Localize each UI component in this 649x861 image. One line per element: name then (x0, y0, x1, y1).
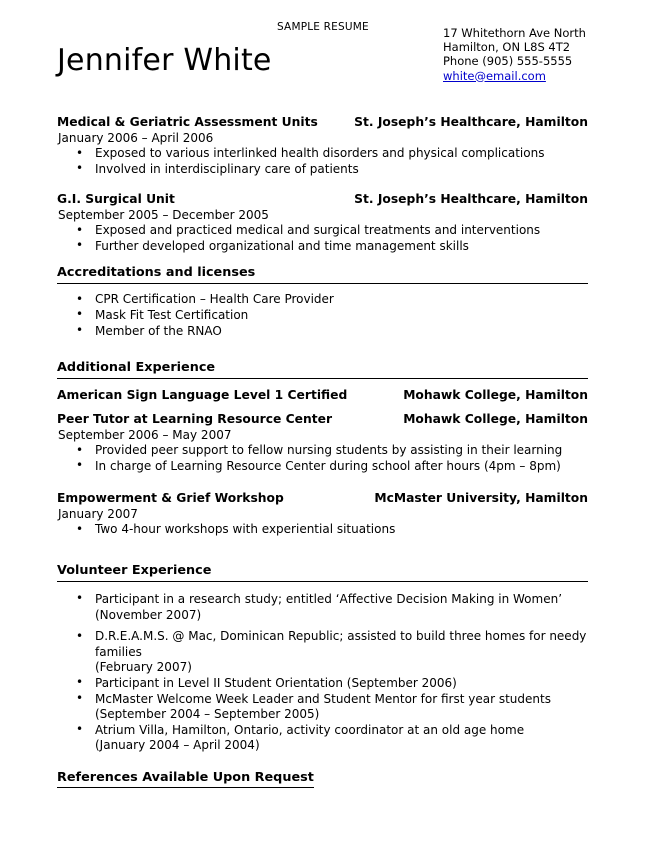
accreditations-list (57, 292, 588, 339)
volunteer-list (57, 592, 588, 754)
list-item-line1: Atrium Villa, Hamilton, Ontario, activity coordinator at an old age home (95, 722, 525, 737)
entry-organization: St. Joseph’s Healthcare, Hamilton (354, 115, 588, 129)
section-heading (57, 562, 588, 582)
entry-organization: Mohawk College, Hamilton (403, 388, 588, 403)
entry-bullet-list (57, 146, 588, 177)
entry-title: Peer Tutor at Learning Resource Center (57, 412, 333, 427)
additional-entry (57, 490, 588, 538)
contact-address: 17 Whitethorn Ave North (443, 26, 586, 40)
entry-dates: September 2005 – December 2005 (58, 208, 269, 223)
section-heading-label: Accreditations and licenses (57, 264, 255, 284)
contact-phone: Phone (905) 555-5555 (443, 54, 573, 69)
list-item: • In charge of Learning Resource Center during school after hours (4pm – 8pm) (57, 459, 588, 475)
list-item-line1: D.R.E.A.M.S. @ Mac, Dominican Republic; assisted to build three homes for needy families (95, 629, 587, 659)
references-heading: References Available Upon Request (57, 769, 314, 788)
volunteer-experience-section (0, 562, 649, 754)
section-heading (57, 359, 588, 379)
list-item-line2: (September 2004 – September 2005) (95, 707, 320, 722)
list-item (57, 692, 588, 723)
entry-head (57, 490, 588, 506)
entry-dates: January 2006 – April 2006 (58, 131, 214, 145)
list-item: • Exposed to various interlinked health disorders and physical complications (57, 146, 588, 162)
entry-organization: Mohawk College, Hamilton (403, 412, 588, 427)
additional-entry (57, 387, 588, 403)
section-heading (57, 264, 588, 284)
entry-title: American Sign Language Level 1 Certified (57, 388, 348, 403)
entry-title: Empowerment & Grief Workshop (57, 491, 284, 506)
list-item (57, 676, 588, 692)
entry-head (57, 191, 588, 207)
list-item-line1: Participant in Level II Student Orientation (September 2006) (95, 675, 457, 690)
list-item-line2: (January 2004 – April 2004) (95, 738, 260, 753)
experience-entry (0, 114, 649, 177)
entry-head (57, 411, 588, 427)
list-item: • Involved in interdisciplinary care of patients (57, 162, 588, 178)
entry-head (57, 387, 588, 403)
sample-resume-label: SAMPLE RESUME (277, 21, 369, 33)
contact-city-postal: Hamilton, ON L8S 4T2 (443, 40, 571, 55)
entry-bullet-list (57, 522, 588, 538)
list-item: • Mask Fit Test Certification (57, 308, 588, 324)
list-item-line1: McMaster Welcome Week Leader and Student Mentor for first year students (95, 691, 551, 706)
contact-email-link[interactable]: white@email.com (443, 68, 546, 83)
list-item: • Member of the RNAO (57, 324, 588, 340)
entry-organization: McMaster University, Hamilton (374, 491, 588, 506)
entry-title: Medical & Geriatric Assessment Units (57, 115, 318, 129)
list-item-line1: Participant in a research study; entitled ‘Affective Decision Making in Women’ (95, 591, 563, 606)
entry-organization: St. Joseph’s Healthcare, Hamilton (354, 192, 588, 207)
page-title: Jennifer White (57, 43, 272, 78)
list-item (57, 723, 588, 754)
list-item-line2: (February 2007) (95, 660, 192, 675)
references-section (0, 766, 649, 788)
section-heading-label: Additional Experience (57, 359, 215, 379)
list-item (57, 592, 588, 623)
entry-head (57, 114, 588, 130)
entry-title: G.I. Surgical Unit (57, 192, 175, 207)
list-item: • Two 4-hour workshops with experiential situations (57, 522, 588, 538)
entry-dates: September 2006 – May 2007 (58, 428, 232, 443)
list-item-line2: (November 2007) (95, 607, 202, 622)
additional-entry (57, 411, 588, 474)
experience-entry (0, 191, 649, 254)
entry-dates: January 2007 (58, 507, 138, 522)
entry-bullet-list (57, 223, 588, 254)
entry-bullet-list (57, 443, 588, 474)
additional-experience-section (0, 359, 649, 538)
resume-header (0, 0, 649, 96)
resume-content (0, 114, 649, 788)
list-item: • Provided peer support to fellow nursing students by assisting in their learning (57, 443, 588, 459)
contact-block (443, 26, 586, 83)
list-item (57, 629, 588, 676)
list-item: • Further developed organizational and time management skills (57, 239, 588, 255)
list-item: • Exposed and practiced medical and surgical treatments and interventions (57, 223, 588, 239)
section-heading-label: Volunteer Experience (57, 562, 211, 582)
list-item: • CPR Certification – Health Care Provider (57, 292, 588, 308)
accreditations-section (0, 264, 649, 339)
